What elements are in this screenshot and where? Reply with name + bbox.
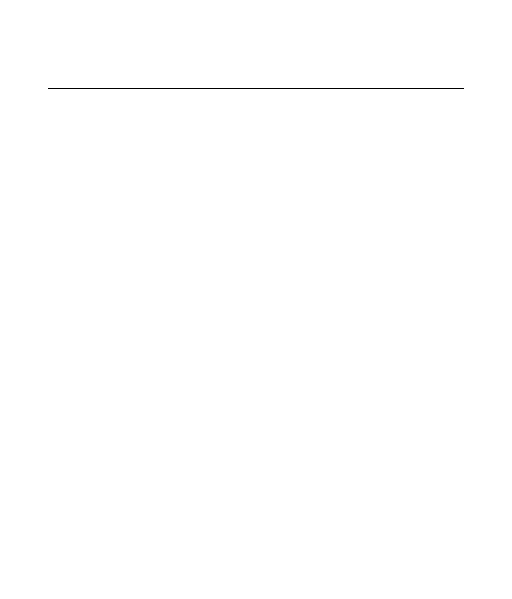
article-body (8, 95, 504, 559)
headline (8, 6, 504, 80)
body-line (8, 472, 504, 501)
body-line (8, 182, 504, 211)
body-line (8, 501, 504, 530)
body-line (8, 153, 504, 182)
headline-divider (48, 88, 464, 89)
body-line (8, 443, 504, 472)
body-line (8, 385, 504, 414)
newspaper-clipping (8, 6, 504, 593)
body-line (8, 95, 504, 124)
headline-line-1 (8, 6, 504, 34)
body-line-last (8, 530, 504, 559)
body-line (8, 211, 504, 240)
body-line (8, 269, 504, 298)
body-line (8, 240, 504, 269)
body-line (8, 124, 504, 153)
body-line (8, 414, 504, 443)
body-line (8, 298, 504, 327)
headline-line-2 (8, 52, 504, 80)
body-line (8, 356, 504, 385)
body-line (8, 327, 504, 356)
